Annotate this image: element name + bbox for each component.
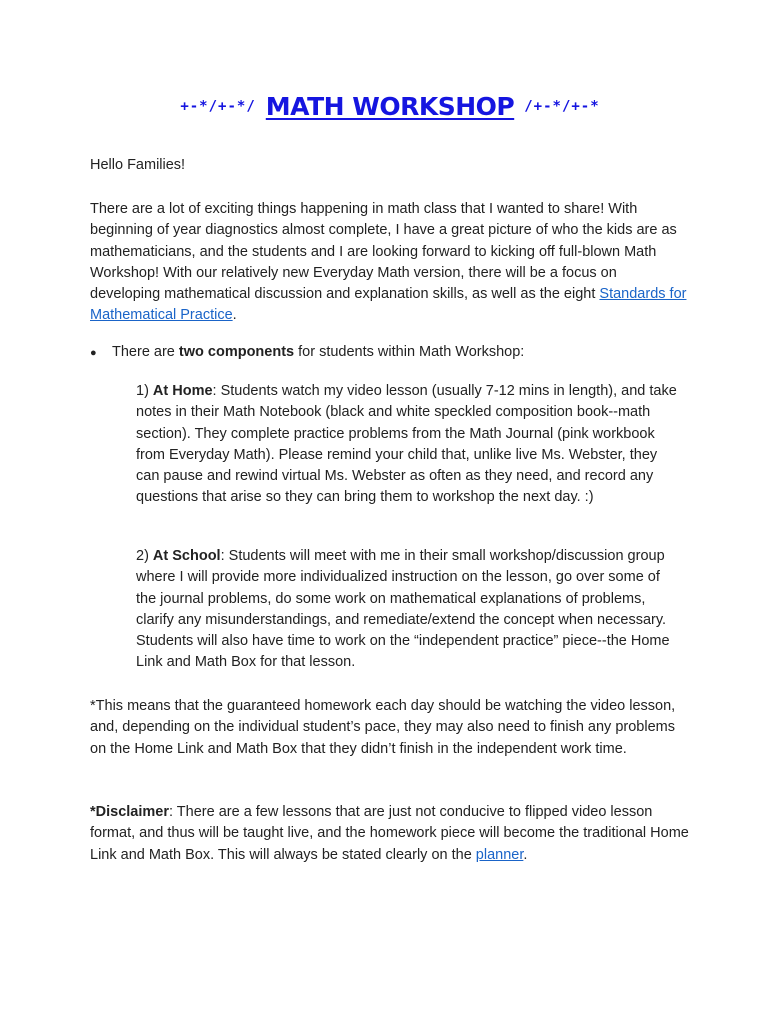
document-title — [90, 92, 690, 121]
item-heading: At Home — [152, 383, 213, 399]
title-text: MATH WORKSHOP — [265, 92, 515, 121]
intro-end: . — [232, 307, 237, 324]
title-left-decoration: +-*/+-*/ — [180, 98, 256, 115]
intro-paragraph — [90, 199, 690, 327]
component-at-home — [136, 381, 684, 509]
disclaimer-text: : There are a few lessons that are just not conducive to flipped video lesson format, and thus will be taught live, and the homework piece will become the traditional Home Link and Math Box. This will always be stated clearly on the — [90, 804, 689, 863]
title-right-decoration: /+-*/+-* — [524, 98, 600, 115]
item-number: 2) — [136, 548, 153, 564]
planner-link[interactable]: planner — [475, 846, 524, 863]
disclaimer-label: *Disclaimer — [90, 804, 169, 820]
disclaimer-end: . — [523, 846, 528, 863]
disclaimer-paragraph — [90, 802, 690, 866]
item-text: : Students will meet with me in their small workshop/discussion group where I will provide more individualized instruction on the lesson, go over some of the journal problems, do some work on mathematical explanations of problems, clarify any misunderstandings, and remediate/extend the concept when necessary. Students will also have time to work on the “independent practice” piece--the Home Link and Math Box for that lesson. — [136, 548, 670, 671]
intro-text: There are a lot of exciting things happening in math class that I wanted to share! With beginning of year diagnostics almost complete, I have a great picture of who the kids are as mathematicians, and the students and I are looking forward to kicking off full-blown Math Workshop! With our relatively new Everyday Math version, there will be a focus on developing mathematical discussion and explanation skills, as well as the eight — [90, 201, 677, 303]
components-bullet — [90, 342, 690, 364]
bullet-suffix: for students within Math Workshop: — [294, 344, 525, 360]
component-at-school — [136, 546, 684, 674]
bullet-dot-icon: ● — [90, 347, 97, 359]
homework-note: *This means that the guaranteed homework each day should be watching the video lesson, and, depending on the individual student’s pace, they may also need to finish any problems on the Home Link and Math Box that they didn’t finish in the independent work time. — [90, 698, 676, 757]
bullet-prefix: There are — [112, 344, 179, 360]
greeting: Hello Families! — [90, 157, 186, 173]
standards-link[interactable]: Standards for Mathematical Practice — [90, 286, 687, 324]
item-text: : Students watch my video lesson (usually 7-12 mins in length), and take notes in their Math Notebook (black and white speckled composition book--math section). They complete practice problems from the Math Journal (pink workbook from Everyday Math). Please remind your child that, unlike live Ms. Webster, they can pause and rewind virtual Ms. Webster as often as they need, and record any questions that arise so they can bring them to workshop the next day. :) — [136, 383, 677, 506]
item-heading: At School — [152, 548, 221, 564]
item-number: 1) — [136, 383, 153, 399]
bullet-bold: two components — [178, 344, 295, 360]
